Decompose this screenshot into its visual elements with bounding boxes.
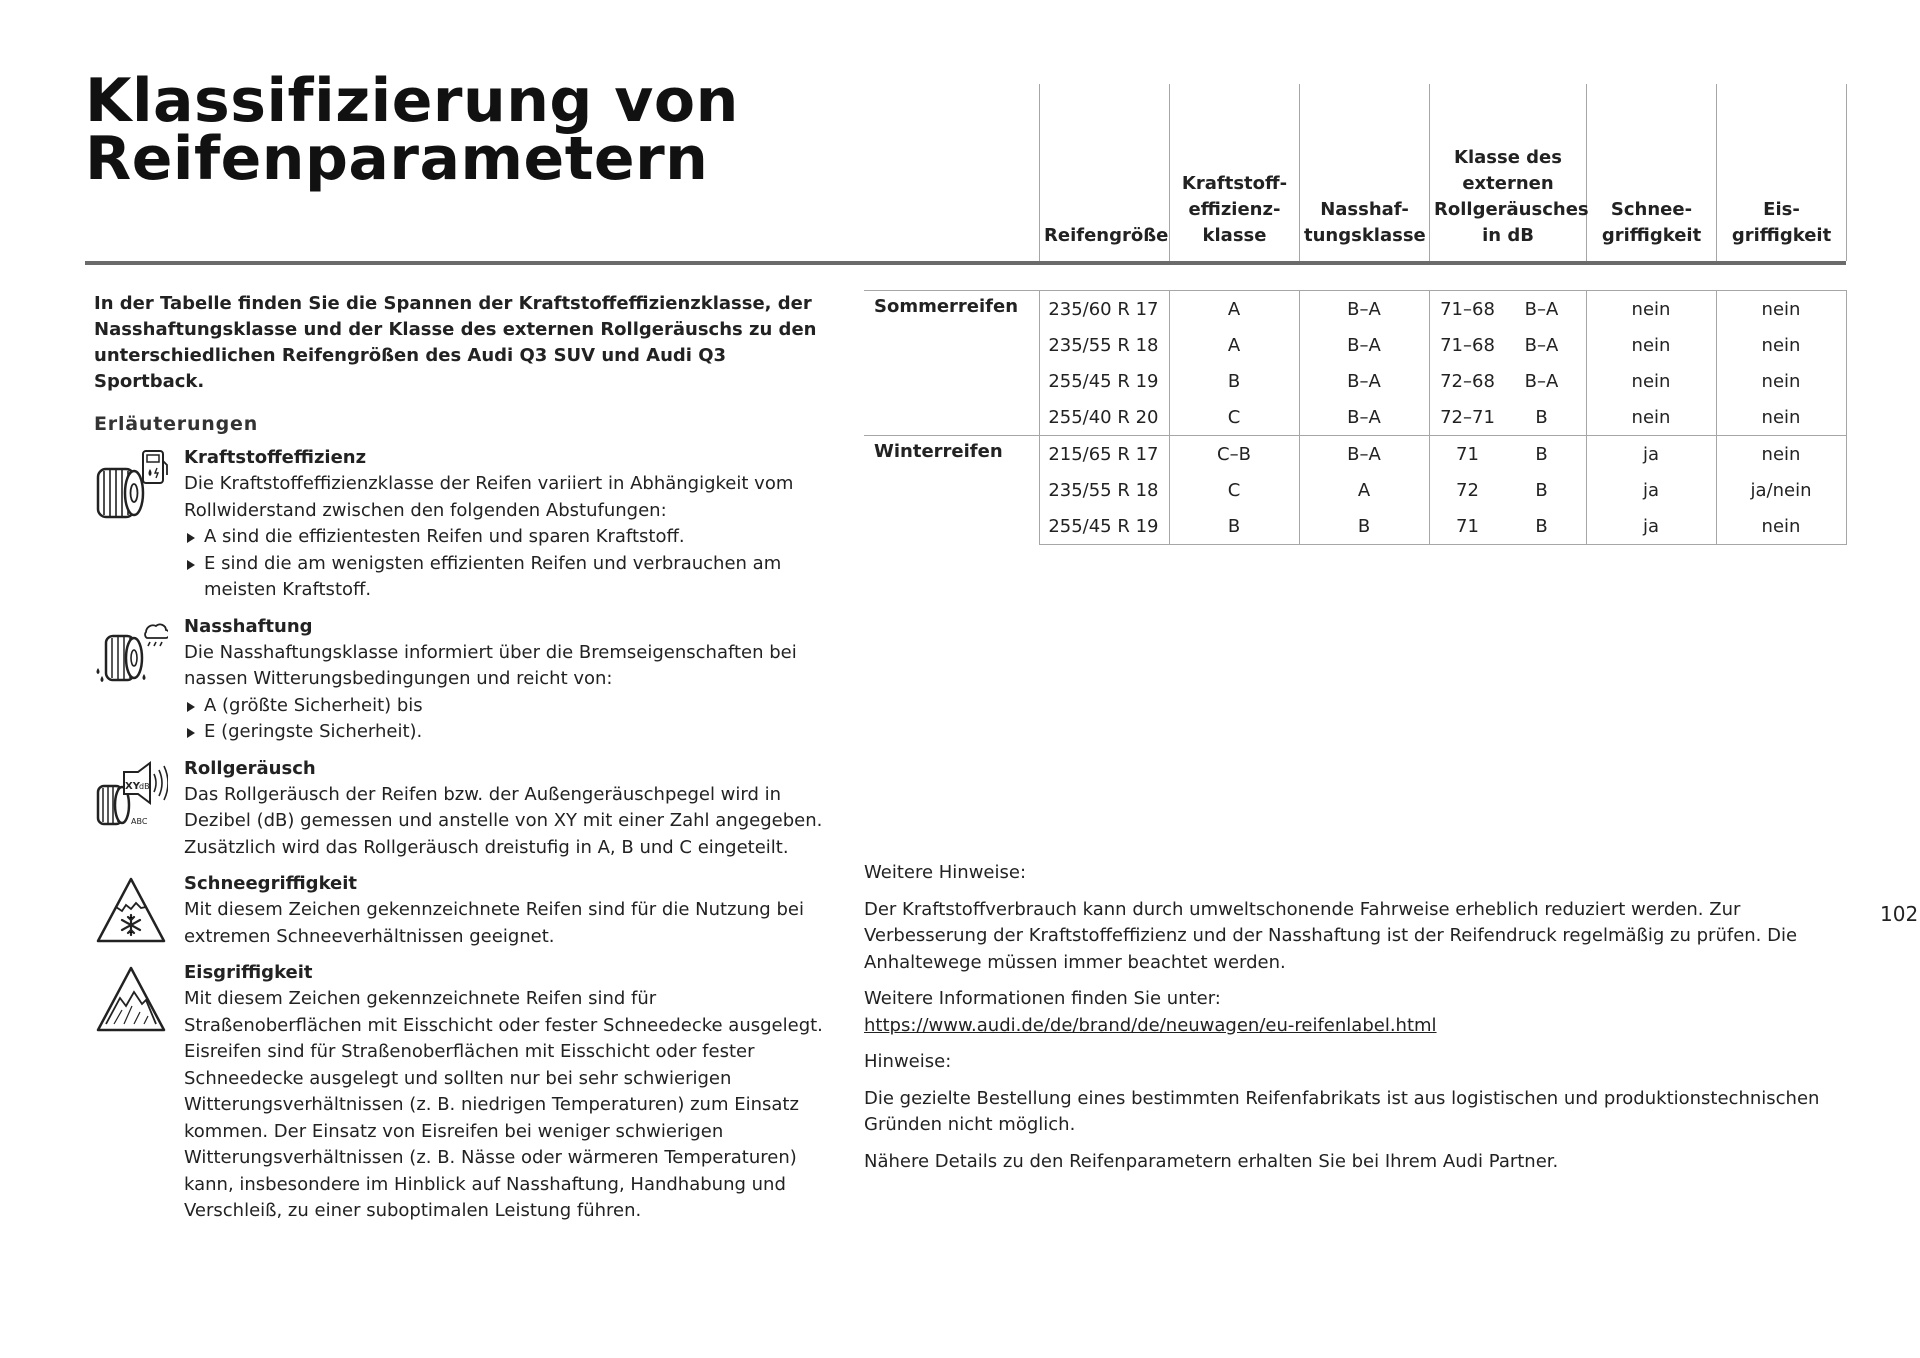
cell-snow: nein <box>1586 363 1716 399</box>
table-row <box>864 291 1846 328</box>
cell-noise-class: B–A <box>1524 370 1559 392</box>
notes-section <box>864 860 1849 1185</box>
cell-noise <box>1429 327 1586 363</box>
rolling-noise-explanation <box>94 756 834 862</box>
snow-grip-explanation <box>94 871 834 950</box>
ice-title: Eisgriffigkeit <box>184 962 313 983</box>
cell-noise-class: B–A <box>1524 334 1559 356</box>
fuel-title: Kraftstoffeffizienz <box>184 447 367 468</box>
cell-noise <box>1429 436 1586 473</box>
explanations-column <box>94 291 834 1225</box>
notes-text-3: Nähere Details zu den Reifenparametern erhalten Sie bei Ihrem Audi Partner. <box>864 1150 1559 1172</box>
season-label: Winterreifen <box>864 436 1039 545</box>
header-rolling-noise: Klasse des externen Rollgeräusches in dB <box>1430 84 1587 261</box>
cell-size: 255/45 R 19 <box>1039 363 1169 399</box>
cell-noise-db: 71–68 <box>1440 334 1495 356</box>
notes-text-2: Die gezielte Bestellung eines bestimmten Reifenfabrikats ist aus logistischen und produktionstechnischen Gründen nicht möglich. <box>864 1087 1820 1135</box>
cell-noise-class: B <box>1535 479 1548 501</box>
title-divider <box>85 261 1846 265</box>
cell-snow: ja <box>1586 436 1716 473</box>
cell-noise-class: B <box>1535 515 1548 537</box>
cell-size: 255/45 R 19 <box>1039 508 1169 545</box>
cell-wet: B–A <box>1299 436 1429 473</box>
cell-wet: B–A <box>1299 291 1429 328</box>
cell-snow: nein <box>1586 327 1716 363</box>
cell-noise-db: 71–68 <box>1440 298 1495 320</box>
list-item: A (größte Sicherheit) bis <box>184 693 834 720</box>
ice-grip-explanation <box>94 960 834 1225</box>
cell-noise-class: B–A <box>1524 298 1559 320</box>
page-number: 102 <box>1880 902 1919 926</box>
cell-noise <box>1429 363 1586 399</box>
cell-ice: nein <box>1716 327 1846 363</box>
cell-noise <box>1429 508 1586 545</box>
cell-ice: nein <box>1716 436 1846 473</box>
cell-wet: B <box>1299 508 1429 545</box>
explanations-heading: Erläuterungen <box>94 413 259 435</box>
noise-title: Rollgeräusch <box>184 757 316 779</box>
notes-info-label: Weitere Informationen finden Sie unter: <box>864 988 1221 1009</box>
cell-efficiency: A <box>1169 291 1299 328</box>
cell-wet: B–A <box>1299 399 1429 436</box>
noise-icon-label: XY <box>125 780 140 792</box>
fuel-efficiency-explanation <box>94 445 834 604</box>
cell-ice: nein <box>1716 291 1846 328</box>
cell-ice: nein <box>1716 363 1846 399</box>
cell-efficiency: B <box>1169 508 1299 545</box>
list-item: A sind die effizientesten Reifen und sparen Kraftstoff. <box>184 524 834 551</box>
cell-size: 235/55 R 18 <box>1039 327 1169 363</box>
cell-size: 235/60 R 17 <box>1039 291 1169 328</box>
eu-tire-label-link[interactable]: https://www.audi.de/de/brand/de/neuwagen/eu-reifenlabel.html <box>864 1014 1437 1036</box>
notes-heading: Weitere Hinweise: <box>864 862 1027 883</box>
cell-snow: nein <box>1586 291 1716 328</box>
header-wet-grip: Nasshaf-tungsklasse <box>1300 84 1430 261</box>
page-title: Klassifizierung von Reifenparametern <box>85 66 739 194</box>
cell-ice: nein <box>1716 399 1846 436</box>
tire-rain-icon <box>94 618 168 692</box>
snow-title: Schneegriffigkeit <box>184 873 358 894</box>
list-item: E (geringste Sicherheit). <box>184 719 834 746</box>
wet-bullets <box>184 693 834 746</box>
cell-snow: nein <box>1586 399 1716 436</box>
intro-text: In der Tabelle finden Sie die Spannen der Kraftstoffeffizienzklasse, der Nasshaftungsklasse und der Klasse des externen Rollgeräuschs zu den unterschiedlichen Reifengrößen des Audi Q3 SUV und Audi Q3 Sportback. <box>94 293 817 392</box>
cell-wet: B–A <box>1299 363 1429 399</box>
noise-icon-classes: ABC <box>131 816 148 826</box>
cell-wet: B–A <box>1299 327 1429 363</box>
table-header <box>1039 84 1847 261</box>
cell-size: 255/40 R 20 <box>1039 399 1169 436</box>
wet-title: Nasshaftung <box>184 615 313 637</box>
ice-text: Mit diesem Zeichen gekennzeichnete Reifen sind für Straßenoberflächen mit Eisschicht oder fester Schneedecke ausgelegt. Eisreifen sind für Straßenoberflächen mit Eisschicht oder fester Schneedecke ausgelegt und sollten nur bei sehr schwierigen Witterungsverhältnissen (z. B. niedrigen Temperaturen) zum Einsatz kommen. Der Einsatz von Eisreifen bei weniger schwierigen Witterungsverhältnissen (z. B. Nässe oder wärmeren Temperaturen) kann, insbesondere im Hinblick auf Nasshaftung, Handhabung und Verschleiß, zu einer suboptimalen Leistung führen. <box>184 988 823 1221</box>
header-fuel-efficiency: Kraftstoff-effizienz-klasse <box>1170 84 1300 261</box>
cell-noise-db: 71 <box>1456 443 1479 465</box>
ice-mountain-icon <box>94 964 168 1038</box>
table-row <box>864 436 1846 473</box>
list-item: E sind die am wenigsten effizienten Reifen und verbrauchen am meisten Kraftstoff. <box>184 551 834 604</box>
noise-icon-unit: dB <box>139 781 150 791</box>
cell-noise-db: 72–71 <box>1440 406 1495 428</box>
cell-efficiency: C <box>1169 399 1299 436</box>
season-label: Sommerreifen <box>864 291 1039 436</box>
tire-fuel-icon <box>94 449 168 523</box>
cell-snow: ja <box>1586 472 1716 508</box>
cell-efficiency: B <box>1169 363 1299 399</box>
tire-noise-icon <box>94 760 168 834</box>
tire-table <box>864 290 1847 545</box>
cell-noise-db: 71 <box>1456 515 1479 537</box>
cell-noise-class: B <box>1535 406 1548 428</box>
header-snow-grip: Schnee-griffigkeit <box>1587 84 1717 261</box>
cell-noise <box>1429 291 1586 328</box>
cell-ice: nein <box>1716 508 1846 545</box>
cell-efficiency: C <box>1169 472 1299 508</box>
fuel-text: Die Kraftstoffeffizienzklasse der Reifen variiert in Abhängigkeit vom Rollwiderstand zwischen den folgenden Abstufungen: <box>184 473 794 521</box>
cell-noise-db: 72 <box>1456 479 1479 501</box>
wet-grip-explanation <box>94 614 834 746</box>
cell-size: 235/55 R 18 <box>1039 472 1169 508</box>
cell-noise <box>1429 472 1586 508</box>
cell-efficiency: C–B <box>1169 436 1299 473</box>
cell-efficiency: A <box>1169 327 1299 363</box>
wet-text: Die Nasshaftungsklasse informiert über die Bremseigenschaften bei nassen Witterungsbedingungen und reicht von: <box>184 641 797 689</box>
cell-ice: ja/nein <box>1716 472 1846 508</box>
snow-text: Mit diesem Zeichen gekennzeichnete Reifen sind für die Nutzung bei extremen Schneeverhältnissen geeignet. <box>184 899 804 947</box>
cell-size: 215/65 R 17 <box>1039 436 1169 473</box>
header-ice-grip: Eis-griffigkeit <box>1717 84 1847 261</box>
header-tire-size: Reifengröße <box>1040 84 1170 261</box>
cell-noise-class: B <box>1535 443 1548 465</box>
notes-text-1: Der Kraftstoffverbrauch kann durch umweltschonende Fahrweise erheblich reduziert werden. Zur Verbesserung der Kraftstoffeffizienz und der Nasshaftung ist der Reifendruck regelmäßig zu prüfen. Die Anhaltewege müssen immer beachtet werden. <box>864 898 1798 973</box>
cell-noise-db: 72–68 <box>1440 370 1495 392</box>
cell-snow: ja <box>1586 508 1716 545</box>
snowflake-mountain-icon <box>94 875 168 949</box>
cell-noise <box>1429 399 1586 436</box>
notes-hint-heading: Hinweise: <box>864 1051 952 1072</box>
cell-wet: A <box>1299 472 1429 508</box>
fuel-bullets <box>184 524 834 604</box>
noise-text: Das Rollgeräusch der Reifen bzw. der Außengeräuschpegel wird in Dezibel (dB) gemessen und anstelle von XY mit einer Zahl angegeben. Zusätzlich wird das Rollgeräusch dreistufig in A, B und C eingeteilt. <box>184 783 823 858</box>
